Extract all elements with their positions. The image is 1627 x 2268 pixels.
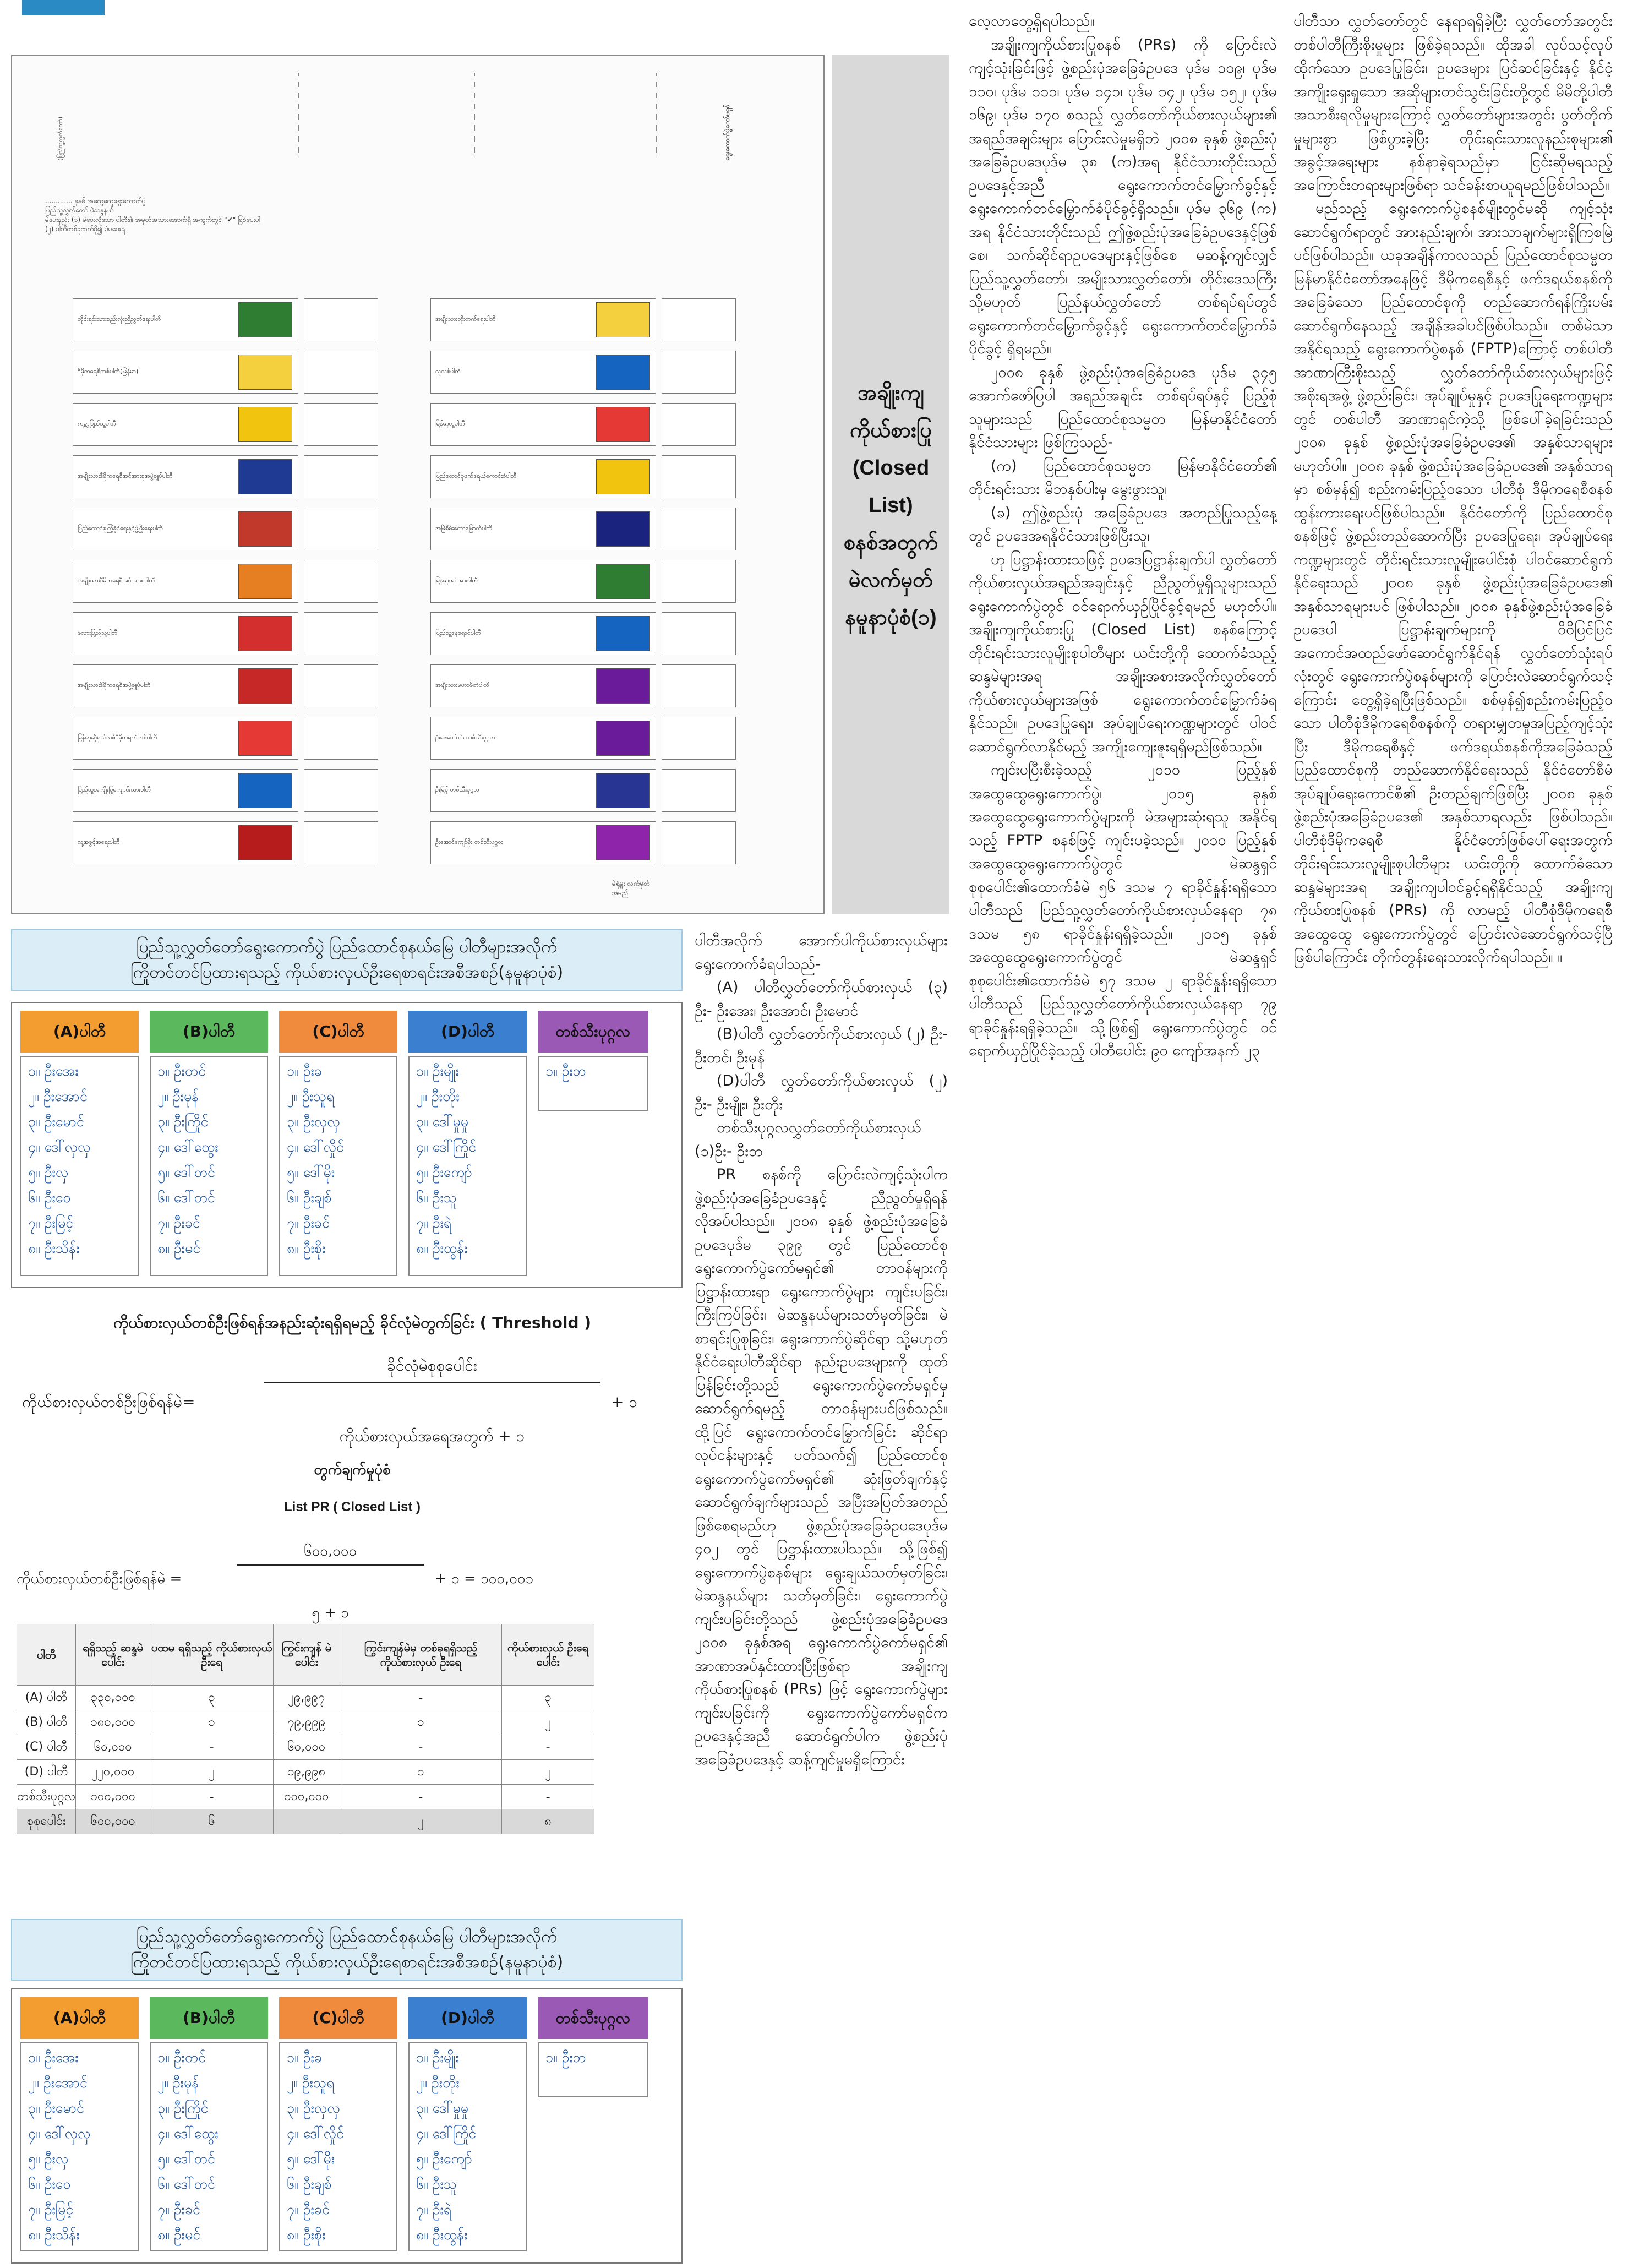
- calc-title: တွက်ချက်မှုပုံစံ: [314, 1462, 391, 1478]
- ballot-party-cell: [73, 298, 298, 341]
- ballot-vote-box[interactable]: [662, 769, 736, 812]
- party-logo-icon: [596, 302, 650, 337]
- party-logo-icon: [238, 459, 292, 494]
- party-column-header: (C)ပါတီ: [279, 1011, 397, 1053]
- table-cell: (C) ပါတီ: [17, 1735, 76, 1760]
- candidate-name: ၈။ ဦးမင်: [157, 1240, 201, 1256]
- ballot-party-name: ကမ္ဘာ့ပြည်သူ့ပါတီ: [78, 420, 116, 427]
- candidate-name: ၇။ ဦးခင်: [287, 2201, 330, 2217]
- table-cell: ၇၉,၉၉၉: [274, 1710, 340, 1735]
- ballot-signature: [612, 879, 650, 898]
- ballot-footer-line: မဲရုံမှူး လက်မှတ်: [612, 880, 650, 887]
- party-column-header: (B)ပါတီ: [150, 1997, 268, 2039]
- table-row: [17, 1710, 594, 1735]
- article-paragraph: ပါတီသာ လွှတ်တော်တွင် နေရာရရှိခဲ့ပြီး လွှတ်တော်အတွင်း တစ်ပါတီကြီးစိုးမှုများ ဖြစ်ခဲ့ရသည်။ ထိုအခါ လုပ်သင့်လုပ်ထိုက်သော ဥပဒေပြုခြင်း၊ ဥပဒေများ ပြင်ဆင်ခြင်းနှင့် နိုင်ငံ့အကျိုးရှေးရှုသော အဆိုများတင်သွင်းခြင်းတို့တွင် မိမိတို့ပါတီ အသာစီးရလိုမှုများကြောင့် လွှတ်တော်များအတွင်း ပွတ်တိုက်မှုများစွာ ဖြစ်ပွားခဲ့ပြီး တိုင်းရင်းသားလူနည်းစုများ၏ အခွင့်အရေးများ နစ်နာခဲ့ရသည်မှာ ငြင်းဆိုမရသည့် အကြောင်းတရားများဖြစ်ရာ သင်ခန်းစာယူရမည်ဖြစ်ပါသည်။: [1293, 13, 1613, 194]
- candidate-name: ၄။ ဒေါ်လှိုင်: [287, 2125, 344, 2141]
- table-cell: ၁၀၀,၀၀၀: [76, 1785, 150, 1809]
- ballot-vote-box[interactable]: [662, 508, 736, 550]
- ballot-party-cell: [430, 351, 656, 394]
- table-cell: ၂: [502, 1760, 594, 1785]
- table-cell: -: [502, 1785, 594, 1809]
- ballot-party-name: လူသစ်ပါတီ: [435, 368, 461, 375]
- table-cell: ၁: [340, 1760, 502, 1785]
- ballot-party-name: လူ့အခွင့်အရေးပါတီ: [78, 838, 120, 846]
- table-cell: ၃၃၀,၀၀၀: [76, 1686, 150, 1710]
- ballot-vote-box[interactable]: [304, 769, 378, 812]
- table-header-cell: ကြွင်းကျန် မဲပေါင်း: [274, 1624, 340, 1686]
- candidate-name: ၁။ ဦးဘ: [545, 2049, 586, 2065]
- calc-label: ကိုယ်စားလှယ်တစ်ဦးဖြစ်ရန်မဲ =: [17, 1571, 182, 1587]
- party-logo-icon: [238, 355, 292, 390]
- ballot-party-name: မြန်မာ့ဆိုရှယ်လစ်ဒီမိုကရက်တစ်ပါတီ: [78, 734, 157, 741]
- candidate-name: ၃။ ဦးလှလှ: [287, 1114, 340, 1130]
- candidate-name: ၂။ ဦးအောင်: [28, 1088, 88, 1104]
- candidate-name: ၄။ ဒေါ်လှလှ: [28, 1139, 91, 1155]
- candidate-name: ၅။ ဒေါ်မိုး: [287, 2151, 335, 2167]
- ballot-vote-box[interactable]: [304, 612, 378, 655]
- ballot-party-cell: [73, 351, 298, 394]
- ballot-party-name: အမျိုးသားဒီမိုကရေစီအင်အားစုအဖွဲ့ချုပ်ပါတီ: [78, 472, 173, 479]
- party-logo-icon: [596, 564, 650, 599]
- candidate-name: ၂။ ဦးအောင်: [28, 2075, 88, 2091]
- ballot-party-name: မြန်မာ့လူ့ပါတီ: [435, 420, 465, 427]
- candidate-name: ၂။ ဦးသူရ: [287, 1088, 335, 1104]
- candidate-name: ၇။ ဦးခင်: [157, 2201, 200, 2217]
- calc-result: + ၁ = ၁၀၀,၀၀၁: [435, 1571, 534, 1587]
- party-logo-icon: [238, 721, 292, 756]
- ballot-party-name: ပြည်ထောင်စုကြံ့ခိုင်ရေးနှင့်ဖွံ့ဖြိုးရေးပါတီ: [78, 525, 163, 532]
- table-cell: ၆၀၀,၀၀၀: [76, 1809, 150, 1834]
- ballot-header-text: ရွေးကောက်ပွဲကော်မရှင်: [723, 104, 731, 161]
- ballot-vote-box[interactable]: [662, 664, 736, 707]
- candidate-name: ၇။ ဦးမြင့်: [28, 1215, 74, 1231]
- threshold-title: ကိုယ်စားလှယ်တစ်ဦးဖြစ်ရန်အနည်းဆုံးရရှိရမည့် ခိုင်လုံမဲတွက်ခြင်း ( Threshold ): [113, 1313, 592, 1332]
- table-cell: ၂: [340, 1809, 502, 1834]
- table-row: [17, 1809, 594, 1834]
- table-cell: ၃: [150, 1686, 274, 1710]
- article-paragraph: အချိုးကျကိုယ်စားပြုစနစ် (PRs) ကို ပြောင်းလဲကျင့်သုံးခြင်းဖြင့် ဖွဲ့စည်းပုံအခြေခံဥပဒေ ပုဒ်မ ၁၀၉၊ ပုဒ်မ ၁၁၀၊ ပုဒ်မ ၁၁၁၊ ပုဒ်မ ၁၄၁၊ ပုဒ်မ ၁၄၂၊ ပုဒ်မ ၁၅၂၊ ပုဒ်မ ၁၆၉၊ ပုဒ်မ ၁၇၀ စသည့် လွှတ်တော်ကိုယ်စားလှယ်များ၏ အရည်အချင်းများ ပြောင်းလဲမှုမရှိဘဲ ၂၀၀၈ ခုနှစ် ဖွဲ့စည်းပုံအခြေခံဥပဒေပုဒ်မ ၃၈ (က)အရ နိုင်ငံသားတိုင်းသည် ဥပဒေနှင့်အညီ ရွေးကောက်တင်မြှောက်ခွင့်နှင့် ရွေးကောက်တင်မြှောက်ခံပိုင်ခွင့်ရှိသည်။ ပုဒ်မ ၃၆၉ (က) အရ နိုင်ငံသားတိုင်းသည် ဤဖွဲ့စည်းပုံအခြေခံဥပဒေနှင့်ဖြစ်စေ၊ သက်ဆိုင်ရာဥပဒေများနှင့်ဖြစ်စေ မဆန့်ကျင်လျှင် ပြည်သူ့လွှတ်တော်၊ အမျိုးသားလွှတ်တော်၊ တိုင်းဒေသကြီး သို့မဟုတ် ပြည်နယ်လွှတ်တော် တစ်ရပ်ရပ်တွင် ရွေးကောက်တင်မြှောက်ခွင့်နှင့် ရွေးကောက်တင်မြှောက်ခံပိုင်ခွင့် ရှိရမည်။: [969, 36, 1277, 357]
- table-header-cell: ရရှိသည့် ဆန္ဒမဲပေါင်း: [76, 1624, 150, 1686]
- candidate-name: ၁။ ဦးအေး: [28, 1063, 79, 1079]
- party-logo-icon: [238, 407, 292, 442]
- candidate-name: ၈။ ဦးသိန်း: [28, 2227, 80, 2243]
- article-column-2: [695, 929, 948, 1771]
- formula-label: ကိုယ်စားလှယ်တစ်ဦးဖြစ်ရန်မဲ=: [22, 1393, 195, 1411]
- candidate-name: ၂။ ဦးမုန်: [157, 2075, 199, 2091]
- seat-allocation-table: [17, 1624, 594, 1834]
- ballot-party-name: အမျိုးသားတိုးတက်ရေးပါတီ: [435, 315, 496, 323]
- ballot-party-cell: [430, 455, 656, 498]
- table-cell: ၂: [502, 1710, 594, 1735]
- table-cell: ၆၀,၀၀၀: [274, 1735, 340, 1760]
- ballot-party-name: ပြည်သူ့အကျိုးပြုကျောင်းသားပါတီ: [78, 786, 151, 793]
- party-logo-icon: [596, 407, 650, 442]
- party-logo-icon: [596, 459, 650, 494]
- candidate-name: ၆။ ဦးဝေ: [28, 1190, 71, 1206]
- ballot-vote-box[interactable]: [304, 664, 378, 707]
- table-cell: -: [340, 1686, 502, 1710]
- corner-tab-decoration: [22, 0, 105, 15]
- ballot-instructions: [45, 197, 788, 234]
- table-cell: ၁၉,၉၉၈: [274, 1760, 340, 1785]
- candidate-name: ၅။ ဦးကျော်: [416, 2151, 473, 2167]
- ballot-vote-box[interactable]: [304, 403, 378, 446]
- party-logo-icon: [238, 825, 292, 860]
- candidate-list-title-2: [11, 1919, 683, 1981]
- party-column-header: (D)ပါတီ: [408, 1011, 527, 1053]
- candidate-name: ၇။ ဦးရဲ: [416, 1215, 452, 1231]
- caption-line: (Closed List): [852, 456, 930, 517]
- candidate-name: ၃။ ဒေါ်မှုမှု: [416, 2100, 469, 2116]
- ballot-party-cell: [73, 455, 298, 498]
- fraction-bar: [264, 1382, 600, 1383]
- caption-line: ကိုယ်စားပြု: [850, 419, 932, 442]
- table-row: [17, 1760, 594, 1785]
- candidate-list-title: [11, 929, 683, 991]
- article-paragraph: (D)ပါတီ လွှတ်တော်ကိုယ်စားလှယ် (၂) ဦး- ဦးမျိုး၊ ဦးတိုး: [695, 1072, 948, 1113]
- ballot-party-cell: [73, 717, 298, 760]
- ballot-note: မဲပေးနည်း (၁) မဲပေးလိုသော ပါတီ၏ အမှတ်အသားအောက်ရှိ အကွက်တွင် "✔" ခြစ်ပေးပါ: [45, 216, 260, 223]
- table-cell: ၆: [150, 1809, 274, 1834]
- ballot-party-name: အမြဲစိမ်းတောမြောက်ပါတီ: [435, 525, 493, 532]
- candidate-name: ၅။ ဦးလှ: [28, 1164, 69, 1180]
- formula-plus: + ၁: [611, 1393, 638, 1411]
- calc-fraction-bar: [237, 1564, 424, 1566]
- candidate-name: ၅။ ဒေါ်တင်: [157, 2151, 215, 2167]
- calc-subtitle: List PR ( Closed List ): [283, 1500, 421, 1514]
- ballot-note: ............. ခုနှစ် အထွေထွေရွေးကောက်ပွဲ: [45, 197, 146, 205]
- ballot-party-cell: [73, 821, 298, 864]
- article-paragraph: ၂၀၀၈ ခုနှစ် ဖွဲ့စည်းပုံအခြေခံဥပဒေ ပုဒ်မ ၃၄၅ အောက်ဖော်ပြပါ အရည်အချင်း တစ်ရပ်ရပ်နှင့် ပြည့်စုံသူများသည် ပြည်ထောင်စုသမ္မတ မြန်မာနိုင်ငံတော် နိုင်ငံသားများ ဖြစ်ကြသည်-: [969, 363, 1277, 451]
- party-logo-icon: [238, 773, 292, 808]
- ballot-party-name: ဦးအောင်ကျော်မိုး တစ်သီးပုဂ္ဂလ: [435, 838, 504, 846]
- candidate-name: ၃။ ဦးကြိုင်: [157, 2100, 209, 2116]
- candidate-name: ၄။ ဒေါ်လှိုင်: [287, 1139, 344, 1155]
- caption-line: အချိုးကျ: [858, 381, 924, 405]
- candidate-list-box: [11, 1002, 683, 1288]
- ballot-note: ပြည်သူ့လွှတ်တော် မဲဆန္ဒနယ်: [45, 206, 114, 214]
- table-row: [17, 1785, 594, 1809]
- table-cell: -: [340, 1735, 502, 1760]
- candidate-name: ၂။ ဦးသူရ: [287, 2075, 335, 2091]
- candidate-name: ၃။ ဦးကြိုင်: [157, 1114, 209, 1130]
- candidate-name: ၇။ ဦးရဲ: [416, 2201, 452, 2217]
- table-row: [17, 1735, 594, 1760]
- article-paragraph: ပါတီအလိုက် အောက်ပါကိုယ်စားလှယ်များ ရွေးကောက်ခံရပါသည်-: [695, 932, 948, 973]
- ballot-party-cell: [73, 508, 298, 550]
- table-cell: (D) ပါတီ: [17, 1760, 76, 1785]
- caption-line: နမူနာပုံစံ(၁): [845, 606, 937, 629]
- table-cell: ၁၀၀,၀၀၀: [274, 1785, 340, 1809]
- table-cell: ၁၈၀,၀၀၀: [76, 1710, 150, 1735]
- article-column-3: [969, 10, 1277, 1063]
- candidate-name: ၆။ ဒေါ်တင်: [157, 1190, 215, 1206]
- candidate-name: ၄။ ဒေါ်ထွေး: [157, 2125, 219, 2141]
- table-cell: ၂: [150, 1760, 274, 1785]
- candidate-name: ၈။ ဦးမင်: [157, 2227, 201, 2243]
- table-cell: (B) ပါတီ: [17, 1710, 76, 1735]
- ballot-vote-box[interactable]: [662, 612, 736, 655]
- candidate-name: ၂။ ဦးတိုး: [416, 2075, 460, 2091]
- ballot-caption: [832, 374, 949, 636]
- table-header-cell: ကိုယ်စားလှယ် ဦးရေပေါင်း: [502, 1624, 594, 1686]
- table-header-cell: ပါတီ: [17, 1624, 76, 1686]
- candidate-name: ၇။ ဦးခင်: [287, 1215, 330, 1231]
- ballot-header-text: (ပြည်သူ့လွှတ်တော်): [57, 116, 64, 161]
- ballot-party-name: အမျိုးသားဒီမိုကရေစီအဖွဲ့ချုပ်ပါတီ: [78, 682, 151, 689]
- ballot-party-name: ဒီမိုကရေစီတစ်ပါတီ(မြန်မာ): [78, 368, 139, 375]
- ballot-party-cell: [73, 403, 298, 446]
- ballot-party-cell: [73, 612, 298, 655]
- ballot-party-name: ဦးမြင့် တစ်သီးပုဂ္ဂလ: [435, 786, 479, 793]
- candidate-name: ၄။ ဒေါ်ကြိုင်: [416, 1139, 477, 1155]
- table-row: [17, 1686, 594, 1710]
- party-logo-icon: [238, 302, 292, 337]
- table-cell: -: [150, 1785, 274, 1809]
- ballot-vote-box[interactable]: [662, 351, 736, 394]
- ballot-vote-box[interactable]: [662, 298, 736, 341]
- ballot-party-cell: [430, 664, 656, 707]
- party-logo-icon: [596, 773, 650, 808]
- candidate-name: ၅။ ဦးကျော်: [416, 1164, 473, 1180]
- ballot-vote-box[interactable]: [304, 821, 378, 864]
- ballot-vote-box[interactable]: [662, 455, 736, 498]
- article-column-4: [1293, 10, 1613, 969]
- ballot-vote-box[interactable]: [304, 298, 378, 341]
- article-paragraph: တစ်သီးပုဂ္ဂလလွှတ်တော်ကိုယ်စားလှယ် (၁)ဦး- ဦးဘ: [695, 1119, 921, 1160]
- ballot-party-cell: [73, 664, 298, 707]
- table-cell: ၁: [150, 1710, 274, 1735]
- calc-denominator: ၅ + ၁: [312, 1605, 349, 1621]
- candidate-name: ၁။ ဦးခ: [287, 2049, 322, 2065]
- ballot-vote-box[interactable]: [662, 821, 736, 864]
- candidate-name: ၆။ ဦးချစ်: [287, 1190, 332, 1206]
- party-column-header: (B)ပါတီ: [150, 1011, 268, 1053]
- caption-line: မဲလက်မှတ်: [848, 569, 933, 592]
- candidate-list-box-2: [11, 1988, 683, 2264]
- table-cell: ၃: [502, 1686, 594, 1710]
- party-logo-icon: [238, 564, 292, 599]
- table-cell: ၈: [502, 1809, 594, 1834]
- candidate-name: ၂။ ဦးတိုး: [416, 1088, 460, 1104]
- candidate-name: ၁။ ဦးအေး: [28, 2049, 79, 2065]
- candidate-name: ၁။ ဦးခ: [287, 1063, 322, 1079]
- article-paragraph: ကျင်းပပြီးစီးခဲ့သည့် ၂၀၁၀ ပြည့်နှစ် အထွေထွေရွေးကောက်ပွဲ၊ ၂၀၁၅ ခုနှစ် အထွေထွေရွေးကောက်ပွဲများကို မဲအများဆုံးရသူ အနိုင်ရသည့် FPTP စနစ်ဖြင့် ကျင်းပခဲ့သည်။ ၂၀၁၀ ပြည့်နှစ် အထွေထွေရွေးကောက်ပွဲတွင် မဲဆန္ဒရှင် စုစုပေါင်း၏ထောက်ခံမဲ ၅၆ ဒသမ ၇ ရာခိုင်နှုန်းရရှိသော ပါတီသည် ပြည်သူ့လွှတ်တော်ကိုယ်စားလှယ်နေရာ ၇၈ ဒသမ ၅၈ ရာခိုင်နှုန်းရရှိခဲ့သည်။ ၂၀၁၅ ခုနှစ် အထွေထွေရွေးကောက်ပွဲတွင် မဲဆန္ဒရှင် စုစုပေါင်း၏ထောက်ခံမဲ ၅၇ ဒသမ ၂ ရာခိုင်နှုန်းရရှိသော ပါတီသည် ပြည်သူ့လွှတ်တော်ကိုယ်စားလှယ်နေရာ ၇၉ ရာခိုင်နှုန်းရရှိခဲ့သည်။ သို့ဖြစ်၍ ရွေးကောက်ပွဲတွင် ဝင်ရောက်ယှဉ်ပြိုင်ခဲ့သည့် ပါတီပေါင်း ၉၀ ကျော်အနက် ၂၃: [969, 761, 1277, 1059]
- candidate-name: ၈။ ဦးသိန်း: [28, 1240, 80, 1256]
- ballot-party-cell: [430, 612, 656, 655]
- ballot-party-cell: [73, 769, 298, 812]
- table-cell: ၂၂၀,၀၀၀: [76, 1760, 150, 1785]
- candidate-name: ၃။ ဒေါ်မှုမှု: [416, 1114, 469, 1130]
- ballot-party-name: အမျိုးသားဒီမိုကရေစီအင်အားစုပါတီ: [78, 577, 155, 584]
- ballot-divider: [298, 73, 299, 155]
- candidate-name: ၁။ ဦးမျိုး: [416, 2049, 459, 2065]
- candidate-name: ၇။ ဦးမြင့်: [28, 2201, 74, 2217]
- table-cell: [274, 1809, 340, 1834]
- ballot-party-cell: [430, 508, 656, 550]
- candidate-name: ၃။ ဦးမောင်: [28, 2100, 84, 2116]
- formula-denominator: ကိုယ်စားလှယ်အရေအတွက် + ၁: [339, 1427, 525, 1445]
- table-cell: ၂၉,၉၉၇: [274, 1686, 340, 1710]
- candidate-name: ၁။ ဦးဘ: [545, 1063, 586, 1079]
- ballot-vote-box[interactable]: [304, 351, 378, 394]
- party-logo-icon: [596, 721, 650, 756]
- candidate-name: ၈။ ဦးစိုး: [287, 1240, 326, 1256]
- table-cell: -: [340, 1785, 502, 1809]
- candidate-name: ၅။ ဒေါ်တင်: [157, 1164, 215, 1180]
- ballot-party-name: ဖလားပြည်သူ့ပါတီ: [78, 629, 118, 636]
- candidate-name: ၃။ ဦးမောင်: [28, 1114, 84, 1130]
- candidate-name: ၇။ ဦးခင်: [157, 1215, 200, 1231]
- party-logo-icon: [238, 511, 292, 547]
- party-column-header: (A)ပါတီ: [20, 1997, 139, 2039]
- table-cell: (A) ပါတီ: [17, 1686, 76, 1710]
- ballot-divider: [656, 73, 657, 155]
- title-line: ကြိုတင်တင်ပြထားရသည့် ကိုယ်စားလှယ်ဦးရေစာရင်းအစီအစဉ်(နမူနာပုံစံ): [130, 1953, 564, 1972]
- party-logo-icon: [596, 511, 650, 547]
- candidate-name: ၁။ ဦးတင်: [157, 2049, 206, 2065]
- ballot-party-cell: [73, 560, 298, 603]
- candidate-name: ၆။ ဦးဝေ: [28, 2176, 71, 2192]
- candidate-name: ၈။ ဦးထွန်း: [416, 2227, 468, 2243]
- calc-numerator: ၆၀၀,၀၀၀: [303, 1543, 357, 1560]
- article-paragraph: (B)ပါတီ လွှတ်တော်ကိုယ်စားလှယ် (၂) ဦး- ဦးတင်၊ ဦးမုန်: [695, 1026, 948, 1066]
- ballot-note: (၂) ပါတီတစ်ခုထက်ပို၍ မဲမပေးရ: [45, 225, 125, 233]
- ballot-vote-box[interactable]: [304, 717, 378, 760]
- candidate-name: ၈။ ဦးစိုး: [287, 2227, 326, 2243]
- caption-line: စနစ်အတွက်: [843, 531, 938, 554]
- article-paragraph: ဟု ပြဋ္ဌာန်းထားသဖြင့် ဥပဒေပြဋ္ဌာန်းချက်ပါ လွှတ်တော်ကိုယ်စားလှယ်အရည်အချင်းနှင့် ညီညွတ်မှုရှိသူများသည် ရွေးကောက်ပွဲတွင် ဝင်ရောက်ယှဉ်ပြိုင်ခွင့်ရမည် မဟုတ်ပါ။ အချိုးကျကိုယ်စားပြု (Closed List) စနစ်ကြောင့် တိုင်းရင်းသားလူမျိုးစုပါတီများ ယင်းတို့ကို ထောက်ခံသည့် ဆန္ဒမဲများအရ အချိုးအစားအလိုက်လွှတ်တော်ကိုယ်စားလှယ်များအဖြစ် ရွေးကောက်တင်မြှောက်ခံရနိုင်သည်။ ဥပဒေပြုရေး၊ အုပ်ချုပ်ရေးကဏ္ဍများတွင် ပါဝင်ဆောင်ရွက်လာနိုင်မည့် အကျိုးကျေးဇူးရရှိမည်ဖြစ်သည်။: [969, 550, 1277, 755]
- table-cell: -: [502, 1735, 594, 1760]
- candidate-name: ၄။ ဒေါ်ထွေး: [157, 1139, 219, 1155]
- title-line: ပြည်သူ့လွှတ်တော်ရွေးကောက်ပွဲ ပြည်ထောင်စုနယ်မြေ ပါတီများအလိုက်: [136, 1927, 558, 1947]
- ballot-party-name: မြန်မာ့အင်အားပါတီ: [435, 577, 478, 584]
- article-paragraph: မည်သည့် ရွေးကောက်ပွဲစနစ်မျိုးတွင်မဆို ကျင့်သုံးဆောင်ရွက်ရာတွင် အားနည်းချက်၊ အားသာချက်များရှိကြစမြဲပင်ဖြစ်ပါသည်။ ယခုအချိန်ကာလသည် ပြည်ထောင်စုသမ္မတ မြန်မာနိုင်ငံတော်အနေဖြင့် ဒီမိုကရေစီနှင့် ဖက်ဒရယ်စနစ်ကို အခြေခံသော ပြည်ထောင်စုကို တည်ဆောက်ရန်ကြိုးပမ်းဆောင်ရွက်နေသည့် အချိန်အခါပင်ဖြစ်ပါသည်။ တစ်မဲသာအနိုင်ရသည့် ရွေးကောက်ပွဲစနစ် (FPTP)ကြောင့် တစ်ပါတီအာဏာကြီးစိုးသည့် လွှတ်တော်ကိုယ်စားလှယ်များဖြင့် အစိုးရအဖွဲ့ ဖွဲ့စည်းခြင်း၊ အုပ်ချုပ်မှုနှင့် ဥပဒေပြုရေးကဏ္ဍများတွင် တစ်ပါတီ အာဏာရှင်ကဲ့သို့ ဖြစ်ပေါ်ခဲ့ရခြင်းသည် ၂၀၀၈ ခုနှစ် ဖွဲ့စည်းပုံအခြေခံဥပဒေ၏ အနှစ်သာရများ မဟုတ်ပါ။ ၂၀၀၈ ခုနှစ် ဖွဲ့စည်းပုံအခြေခံဥပဒေ၏ အနှစ်သာရမှာ စစ်မှန်၍ စည်းကမ်းပြည့်ဝသော ပါတီစုံ ဒီမိုကရေစီစနစ် ထွန်းကားရေးပင်ဖြစ်ပါသည်။ နိုင်ငံတော်ကို ပြည်ထောင်စုစနစ်ဖြင့် ဖွဲ့စည်းတည်ဆောက်ပြီး ဥပဒေပြုရေး၊ အုပ်ချုပ်ရေးကဏ္ဍများတွင် တိုင်းရင်းသားလူမျိုးပေါင်းစုံ ပါဝင်ဆောင်ရွက်နိုင်ရေးသည် ၂၀၀၈ ခုနှစ် ဖွဲ့စည်းပုံအခြေခံဥပဒေ၏ အနှစ်သာရများပင် ဖြစ်ပါသည်။ ၂၀၀၈ ခုနှစ်ဖွဲ့စည်းပုံအခြေခံဥပဒေပါ ပြဋ္ဌာန်းချက်များကို ဝိဝိပြင်ပြင် အကောင်အထည်ဖော်ဆောင်ရွက်နိုင်ရန် လွှတ်တော်သုံးရပ်လုံးတွင် ရွေးကောက်ပွဲစနစ်များကို ပြောင်းလဲဆောင်ရွက်သင့်ကြောင်း တွေ့ရှိခဲ့ရပြီးဖြစ်သည်။ စစ်မှန်၍စည်းကမ်းပြည့်ဝသော ပါတီစုံဒီမိုကရေစီစနစ်ကို တရားမျှတမှုအပြည့်ကျင့်သုံးပြီး ဒီမိုကရေစီနှင့် ဖက်ဒရယ်စနစ်ကိုအခြေခံသည့် ပြည်ထောင်စုကို တည်ဆောက်နိုင်ရေးသည် နိုင်ငံတော်စီမံအုပ်ချုပ်ရေးကောင်စီ၏ ဦးတည်ချက်ဖြစ်ပြီး ၂၀၀၈ ခုနှစ်ဖွဲ့စည်းပုံအခြေခံဥပဒေ၏ အနှစ်သာရလည်း ဖြစ်ပါသည်။ ပါတီစုံဒီမိုကရေစီ နိုင်ငံတော်ဖြစ်ပေါ်ရေးအတွက် တိုင်းရင်းသားလူမျိုးစုပါတီများ ယင်းတို့ကို ထောက်ခံသောဆန္ဒမဲများအရ အချိုးကျပါဝင်ခွင့်ရရှိနိုင်သည့် အချိုးကျကိုယ်စားပြုစနစ် (PRs) ကို လာမည့် ပါတီစုံဒီမိုကရေစီအထွေထွေ ရွေးကောက်ပွဲတွင် ပြောင်းလဲဆောင်ရွက်သင့်ပြီဖြစ်ပါကြောင်း တိုက်တွန်းရေးသားလိုက်ရပါသည်။ ။: [1293, 200, 1613, 966]
- party-logo-icon: [596, 355, 650, 390]
- ballot-party-name: တိုင်းရင်းသားစည်းလုံးညီညွတ်ရေးပါတီ: [78, 315, 161, 323]
- party-column-header: (D)ပါတီ: [408, 1997, 527, 2039]
- candidate-name: ၆။ ဒေါ်တင်: [157, 2176, 215, 2192]
- party-column-header: (C)ပါတီ: [279, 1997, 397, 2039]
- party-logo-icon: [238, 616, 292, 651]
- article-paragraph: လေ့လာတွေ့ရှိရပါသည်။: [969, 13, 1095, 30]
- ballot-divider: [474, 73, 476, 155]
- sample-ballot: [11, 55, 825, 914]
- candidate-name: ၆။ ဦးသူ: [416, 1190, 457, 1206]
- ballot-party-cell: [430, 717, 656, 760]
- ballot-party-name: ဦးဖေဒေါ်ဝင်း တစ်သီးပုဂ္ဂလ: [435, 734, 496, 741]
- article-paragraph: (ခ) ဤဖွဲ့စည်းပုံ အခြေခံဥပဒေ အတည်ပြုသည့်နေ့တွင် ဥပဒေအရနိုင်ငံသားဖြစ်ပြီးသူ၊: [969, 504, 1277, 544]
- ballot-vote-box[interactable]: [662, 560, 736, 603]
- table-cell: ၁: [340, 1710, 502, 1735]
- ballot-party-name: ပြည်ထောင်စုဖက်ဒရယ်ကောင်းစံပါတီ: [435, 472, 517, 479]
- ballot-party-cell: [430, 298, 656, 341]
- ballot-vote-box[interactable]: [304, 560, 378, 603]
- ballot-caption-panel: [832, 55, 949, 914]
- candidate-name: ၁။ ဦးတင်: [157, 1063, 206, 1079]
- party-column-header: တစ်သီးပုဂ္ဂလ: [538, 1997, 648, 2039]
- table-cell: စုစုပေါင်း: [17, 1809, 76, 1834]
- candidate-name: ၅။ ဒေါ်မိုး: [287, 1164, 335, 1180]
- title-line: ကြိုတင်တင်ပြထားရသည့် ကိုယ်စားလှယ်ဦးရေစာရင်းအစီအစဉ်(နမူနာပုံစံ): [130, 963, 564, 982]
- candidate-name: ၁။ ဦးမျိုး: [416, 1063, 459, 1079]
- candidate-name: ၄။ ဒေါ်လှလှ: [28, 2125, 91, 2141]
- article-paragraph: (က) ပြည်ထောင်စုသမ္မတ မြန်မာနိုင်ငံတော်၏ တိုင်းရင်းသား မိဘနှစ်ပါးမှ မွေးဖွားသူ၊: [969, 457, 1277, 498]
- party-column-header: တစ်သီးပုဂ္ဂလ: [538, 1011, 648, 1053]
- candidate-name: ၃။ ဦးလှလှ: [287, 2100, 340, 2116]
- party-column-header: (A)ပါတီ: [20, 1011, 139, 1053]
- ballot-vote-box[interactable]: [662, 717, 736, 760]
- ballot-party-cell: [430, 821, 656, 864]
- ballot-vote-box[interactable]: [304, 455, 378, 498]
- ballot-vote-box[interactable]: [662, 403, 736, 446]
- party-logo-icon: [596, 668, 650, 704]
- table-cell: တစ်သီးပုဂ္ဂလ: [17, 1785, 76, 1809]
- ballot-party-cell: [430, 403, 656, 446]
- table-cell: ၆၀,၀၀၀: [76, 1735, 150, 1760]
- title-line: ပြည်သူ့လွှတ်တော်ရွေးကောက်ပွဲ ပြည်ထောင်စုနယ်မြေ ပါတီများအလိုက်: [136, 937, 558, 957]
- ballot-party-cell: [430, 769, 656, 812]
- ballot-footer-line: အမည်: [612, 889, 629, 897]
- formula-numerator: ခိုင်လုံမဲစုစုပေါင်း: [387, 1356, 477, 1375]
- party-logo-icon: [238, 668, 292, 704]
- table-cell: -: [150, 1735, 274, 1760]
- ballot-party-name: အမျိုးသားမဟာမိတ်ပါတီ: [435, 682, 489, 689]
- article-paragraph: PR စနစ်ကို ပြောင်းလဲကျင့်သုံးပါက ဖွဲ့စည်းပုံအခြေခံဥပဒေနှင့် ညီညွတ်မှုရှိရန် လိုအပ်ပါသည်။ ၂၀၀၈ ခုနှစ် ဖွဲ့စည်းပုံအခြေခံဥပဒေပုဒ်မ ၃၉၉ တွင် ပြည်ထောင်စု ရွေးကောက်ပွဲကော်မရှင်၏ တာဝန်များကို ပြဋ္ဌာန်းထားရာ ရွေးကောက်ပွဲများ ကျင်းပခြင်း၊ ကြီးကြပ်ခြင်း၊ မဲဆန္ဒနယ်များသတ်မှတ်ခြင်း၊ မဲစာရင်းပြုစုခြင်း၊ ရွေးကောက်ပွဲဆိုင်ရာ သို့မဟုတ် နိုင်ငံရေးပါတီဆိုင်ရာ နည်းဥပဒေများကို ထုတ်ပြန်ခြင်းတို့သည် ရွေးကောက်ပွဲကော်မရှင်မှ ဆောင်ရွက်ရမည့် တာဝန်များပင်ဖြစ်သည်။ ထို့ပြင် ရွေးကောက်တင်မြှောက်ခြင်း ဆိုင်ရာ လုပ်ငန်းများနှင့် ပတ်သက်၍ ပြည်ထောင်စု ရွေးကောက်ပွဲကော်မရှင်၏ ဆုံးဖြတ်ချက်နှင့် ဆောင်ရွက်ချက်များသည် အပြီးအပြတ်အတည်ဖြစ်စေရမည်ဟု ဖွဲ့စည်းပုံအခြေခံဥပဒေပုဒ်မ ၄၀၂ တွင် ပြဋ္ဌာန်းထားပါသည်။ သို့ဖြစ်၍ ရွေးကောက်ပွဲစနစ်များ ရွေးချယ်သတ်မှတ်ခြင်း၊ မဲဆန္ဒနယ်များ သတ်မှတ်ခြင်း၊ ရွေးကောက်ပွဲကျင်းပခြင်းတို့သည် ဖွဲ့စည်းပုံအခြေခံဥပဒေ ၂၀၀၈ ခုနှစ်အရ ရွေးကောက်ပွဲကော်မရှင်၏ အာဏာအပ်နှင်းထားပြီးဖြစ်ရာ အချိုးကျကိုယ်စားပြုစနစ် (PRs) ဖြင့် ရွေးကောက်ပွဲများ ကျင်းပခြင်းကို ရွေးကောက်ပွဲကော်မရှင်က ဥပဒေနှင့်အညီ ဆောင်ရွက်ပါက ဖွဲ့စည်းပုံအခြေခံဥပဒေနှင့် ဆန့်ကျင်မှုမရှိကြောင်း: [695, 1166, 948, 1768]
- table-header-cell: ပထမ ရရှိသည့် ကိုယ်စားလှယ် ဦးရေ: [150, 1624, 274, 1686]
- ballot-party-name: ပြည်သူ့နေရောင်ပါတီ: [435, 629, 481, 636]
- article-paragraph: (A) ပါတီလွှတ်တော်ကိုယ်စားလှယ် (၃) ဦး- ဦးအေး၊ ဦးအောင်၊ ဦးမောင်: [695, 979, 948, 1019]
- candidate-name: ၂။ ဦးမုန်: [157, 1088, 199, 1104]
- candidate-name: ၆။ ဦးချစ်: [287, 2176, 332, 2192]
- ballot-vote-box[interactable]: [304, 508, 378, 550]
- candidate-name: ၈။ ဦးထွန်း: [416, 1240, 468, 1256]
- table-header-cell: ကြွင်းကျန်မဲမှ တစ်ခုရရှိသည့် ကိုယ်စားလှယ် ဦးရေ: [340, 1624, 502, 1686]
- party-logo-icon: [596, 616, 650, 651]
- party-logo-icon: [596, 825, 650, 860]
- candidate-name: ၆။ ဦးသူ: [416, 2176, 457, 2192]
- ballot-party-cell: [430, 560, 656, 603]
- candidate-name: ၄။ ဒေါ်ကြိုင်: [416, 2125, 477, 2141]
- candidate-name: ၅။ ဦးလှ: [28, 2151, 69, 2167]
